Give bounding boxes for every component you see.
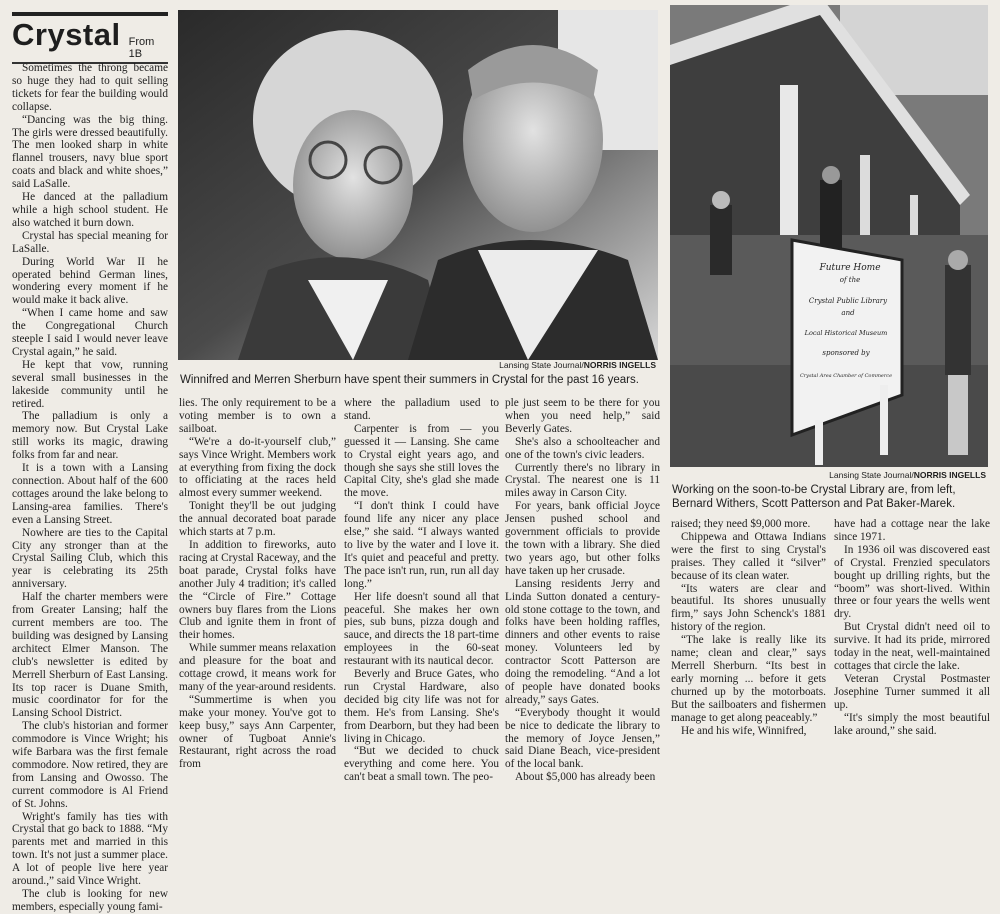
article-paragraph: lies. The only requirement to be a voting member is to own a sailboat.	[179, 397, 336, 435]
article-column-4	[505, 397, 660, 784]
sign-line-1: Future Home	[819, 263, 881, 273]
article-column-2	[179, 397, 336, 771]
article-column-6	[834, 518, 990, 737]
article-paragraph: “I don't think I could have found life any nicer any place else,” she said. “I always wanted to live by the water and I love it. It's quiet and peaceful and pretty. The pace isn't run, run, run all day long.”	[344, 500, 499, 590]
article-paragraph: Tonight they'll be out judging the annual decorated boat parade which starts at 7 p.m.	[179, 500, 336, 539]
sign-line-7: Crystal Area Chamber of Commerce	[799, 373, 893, 379]
article-paragraph: Carpenter is from — you guessed it — Lansing. She came to Crystal eight years ago, and though she says she still loves the Capital City, she's glad she made the move.	[344, 422, 499, 500]
article-paragraph: Beverly and Bruce Gates, who run Crystal Hardware, also decided big city life was not for them. He's from Lansing. She's from Dearborn, but they had been living in Chicago.	[344, 668, 499, 745]
article-paragraph: “The lake is really like its name; clean and clear,” says Merrell Sherburn. “Its best in early morning ... before it gets churned up by the motorboats. But the sailboaters and fishermen manage to get along peaceably.”	[671, 634, 826, 724]
article-paragraph: “When I came home and saw the Congregational Church steeple I said I would never leave Crystal again,” he said.	[12, 307, 168, 358]
article-paragraph: While summer means relaxation and pleasure for the boat and cottage crowd, it means work for many of the year-around residents.	[179, 642, 336, 693]
article-paragraph: For years, bank official Joyce Jensen pushed school and government officials to provide the town with a library. She died two years ago, but other folks have taken up her crusade.	[505, 500, 660, 577]
article-paragraph: “Its waters are clear and beautiful. Its shores unusually firm,” says John Schenck's 1881 history of the region.	[671, 582, 826, 634]
article-paragraph: Veteran Crystal Postmaster Josephine Turner summed it all up.	[834, 672, 990, 711]
article-paragraph: Half the charter members were from Greater Lansing; half the current members are too. The building was designed by Lansing architect Elmer Manson. The club's newsletter is edited by Merrell Sherburn of East Lansing. Its top racer is Duane Smith, music coordinator for for the Lansing School District.	[12, 591, 168, 720]
article-paragraph: In addition to fireworks, auto racing at Crystal Raceway, and the boat parade, Crystal folks have another July 4 tradition; it's called the “Circle of Fire.” Cottage owners buy flares from the Lions Club and ignite them in front of their homes.	[179, 538, 336, 642]
article-paragraph: During World War II he operated behind German lines, wondering every moment if he would make it back alive.	[12, 255, 168, 307]
article-paragraph: It is a town with a Lansing connection. About half of the 600 cottages around the lake belong to Lansing-area families. There's even a Lansing Street.	[12, 462, 168, 526]
article-paragraph: The club is looking for new members, especially young fami-	[12, 888, 168, 913]
article-paragraph: ple just seem to be there for you when you need help,” said Beverly Gates.	[505, 397, 660, 435]
sign-line-4: and	[841, 309, 855, 317]
sign-line-6: sponsored by	[822, 349, 870, 357]
article-paragraph: He and his wife, Winnifred,	[681, 724, 807, 737]
photo1-credit-name: NORRIS INGELLS	[583, 360, 656, 370]
article-paragraph: Wright's family has ties with Crystal that go back to 1888. “My parents met and married in this town. It's not just a summer place. A lot of people live here year around.,” said Vince Wright.	[12, 810, 168, 888]
story-headline	[12, 12, 168, 64]
article-paragraph: “But we decided to chuck everything and come here. You can't beat a small town. The peo-	[344, 745, 499, 784]
photo-sherburn-couple	[178, 10, 658, 360]
photo2-credit-name: NORRIS INGELLS	[913, 470, 986, 480]
article-paragraph: The palladium is only a memory now. But Crystal Lake still works its magic, drawing folks from far and near.	[12, 410, 168, 462]
article-paragraph: About $5,000 has already been	[515, 771, 656, 784]
article-column-1	[12, 62, 168, 914]
article-paragraph: raised; they need $9,000 more.	[671, 518, 811, 530]
photo2-credit	[670, 470, 986, 480]
photo1-caption: Winnifred and Merren Sherburn have spent their summers in Crystal for the past 16 years.	[180, 374, 639, 386]
library-photo-image	[670, 5, 988, 467]
headline-rule-top	[12, 12, 168, 16]
article-paragraph: But Crystal didn't need oil to survive. It had its pride, mirrored today in the neat, well-maintained cottages that circle the lake.	[834, 621, 990, 672]
article-paragraph: Lansing residents Jerry and Linda Sutton donated a century-old stone cottage to the town, and folks have been holding raffles, dinners and other events to raise money. Volunteers led by contractor Scott Patterson are doing the remodeling. “And a lot of people have donated books already,” says Gates.	[505, 577, 660, 706]
headline-title: Crystal	[12, 17, 121, 52]
article-paragraph: He kept that vow, running several small businesses in the lakeside community until he retired.	[12, 358, 168, 410]
article-paragraph: Sometimes the throng became so huge they had to quit selling tickets for fear the building would collapse.	[12, 62, 168, 113]
article-column-3	[344, 397, 499, 784]
article-paragraph: Her life doesn't sound all that peaceful. She makes her own pies, sub buns, pizza dough and sauce, and directs the 18 part-time employees in the 60-seat restaurant with its nautical decor.	[344, 590, 499, 668]
article-paragraph: She's also a schoolteacher and one of the town's civic leaders.	[505, 435, 660, 461]
photo1-credit	[178, 360, 656, 370]
sign-line-5: Local Historical Museum	[804, 329, 888, 337]
article-paragraph: Nowhere are ties to the Capital City any stronger than at the Crystal Sailing Club, which this year is celebrating its 25th anniversary.	[12, 526, 168, 591]
article-paragraph: “Summertime is when you make your money. You've got to keep busy,” says Ann Carpenter, owner of Tugboat Annie's Restaurant, right across the road from	[179, 693, 336, 771]
article-paragraph: The club's historian and former commodore is Vince Wright; his wife Barbara was the first female commodore. Now retired, they are from Lansing and Owosso. The current commodore is Al Friend of St. Johns.	[12, 720, 168, 810]
photo2-credit-source: Lansing State Journal/	[829, 470, 914, 480]
article-paragraph: where the palladium used to stand.	[344, 397, 499, 422]
article-paragraph: Crystal has special meaning for LaSalle.	[12, 229, 168, 255]
article-paragraph: have had a cottage near the lake since 1971.	[834, 518, 990, 543]
article-paragraph: Currently there's no library in Crystal. The nearest one is 11 miles away in Carson City.	[505, 461, 660, 500]
couple-photo-image	[178, 10, 658, 360]
photo-library-porch	[670, 5, 988, 467]
photo1-credit-source: Lansing State Journal/	[499, 360, 584, 370]
article-paragraph: “Dancing was the big thing. The girls were dressed beautifully. The men looked sharp in white flannel trousers, navy blue sport coats and black and white shoes,” said LaSalle.	[12, 113, 168, 191]
article-paragraph: “It's simply the most beautiful lake around,” she said.	[834, 711, 990, 737]
article-paragraph: “We're a do-it-yourself club,” says Vince Wright. Members work at everything from fixing the dock to officiating at the races held almost every summer weekend.	[179, 435, 336, 500]
jump-line: From 1B	[128, 36, 155, 60]
sign-line-2: of the	[839, 276, 861, 284]
photo2-caption: Working on the soon-to-be Crystal Library are, from left, Bernard Withers, Scott Patterson and Pat Baker-Marek.	[672, 484, 956, 510]
article-paragraph: In 1936 oil was discovered east of Crystal. Frenzied speculators bought up drilling rights, but the “boom” was short-lived. Within three or four years the wells went dry.	[834, 543, 990, 621]
article-paragraph: “Everybody thought it would be nice to dedicate the library to the memory of Joyce Jensen,” said Diane Beach, vice-president of the local bank.	[505, 706, 660, 771]
sign-line-3: Crystal Public Library	[808, 297, 888, 305]
article-column-5	[671, 518, 826, 737]
article-paragraph: Chippewa and Ottawa Indians were the first to sing Crystal's praises. They called it “silver” because of its clean water.	[671, 530, 826, 582]
article-paragraph: He danced at the palladium while a high school student. He also watched it burn down.	[12, 191, 168, 229]
